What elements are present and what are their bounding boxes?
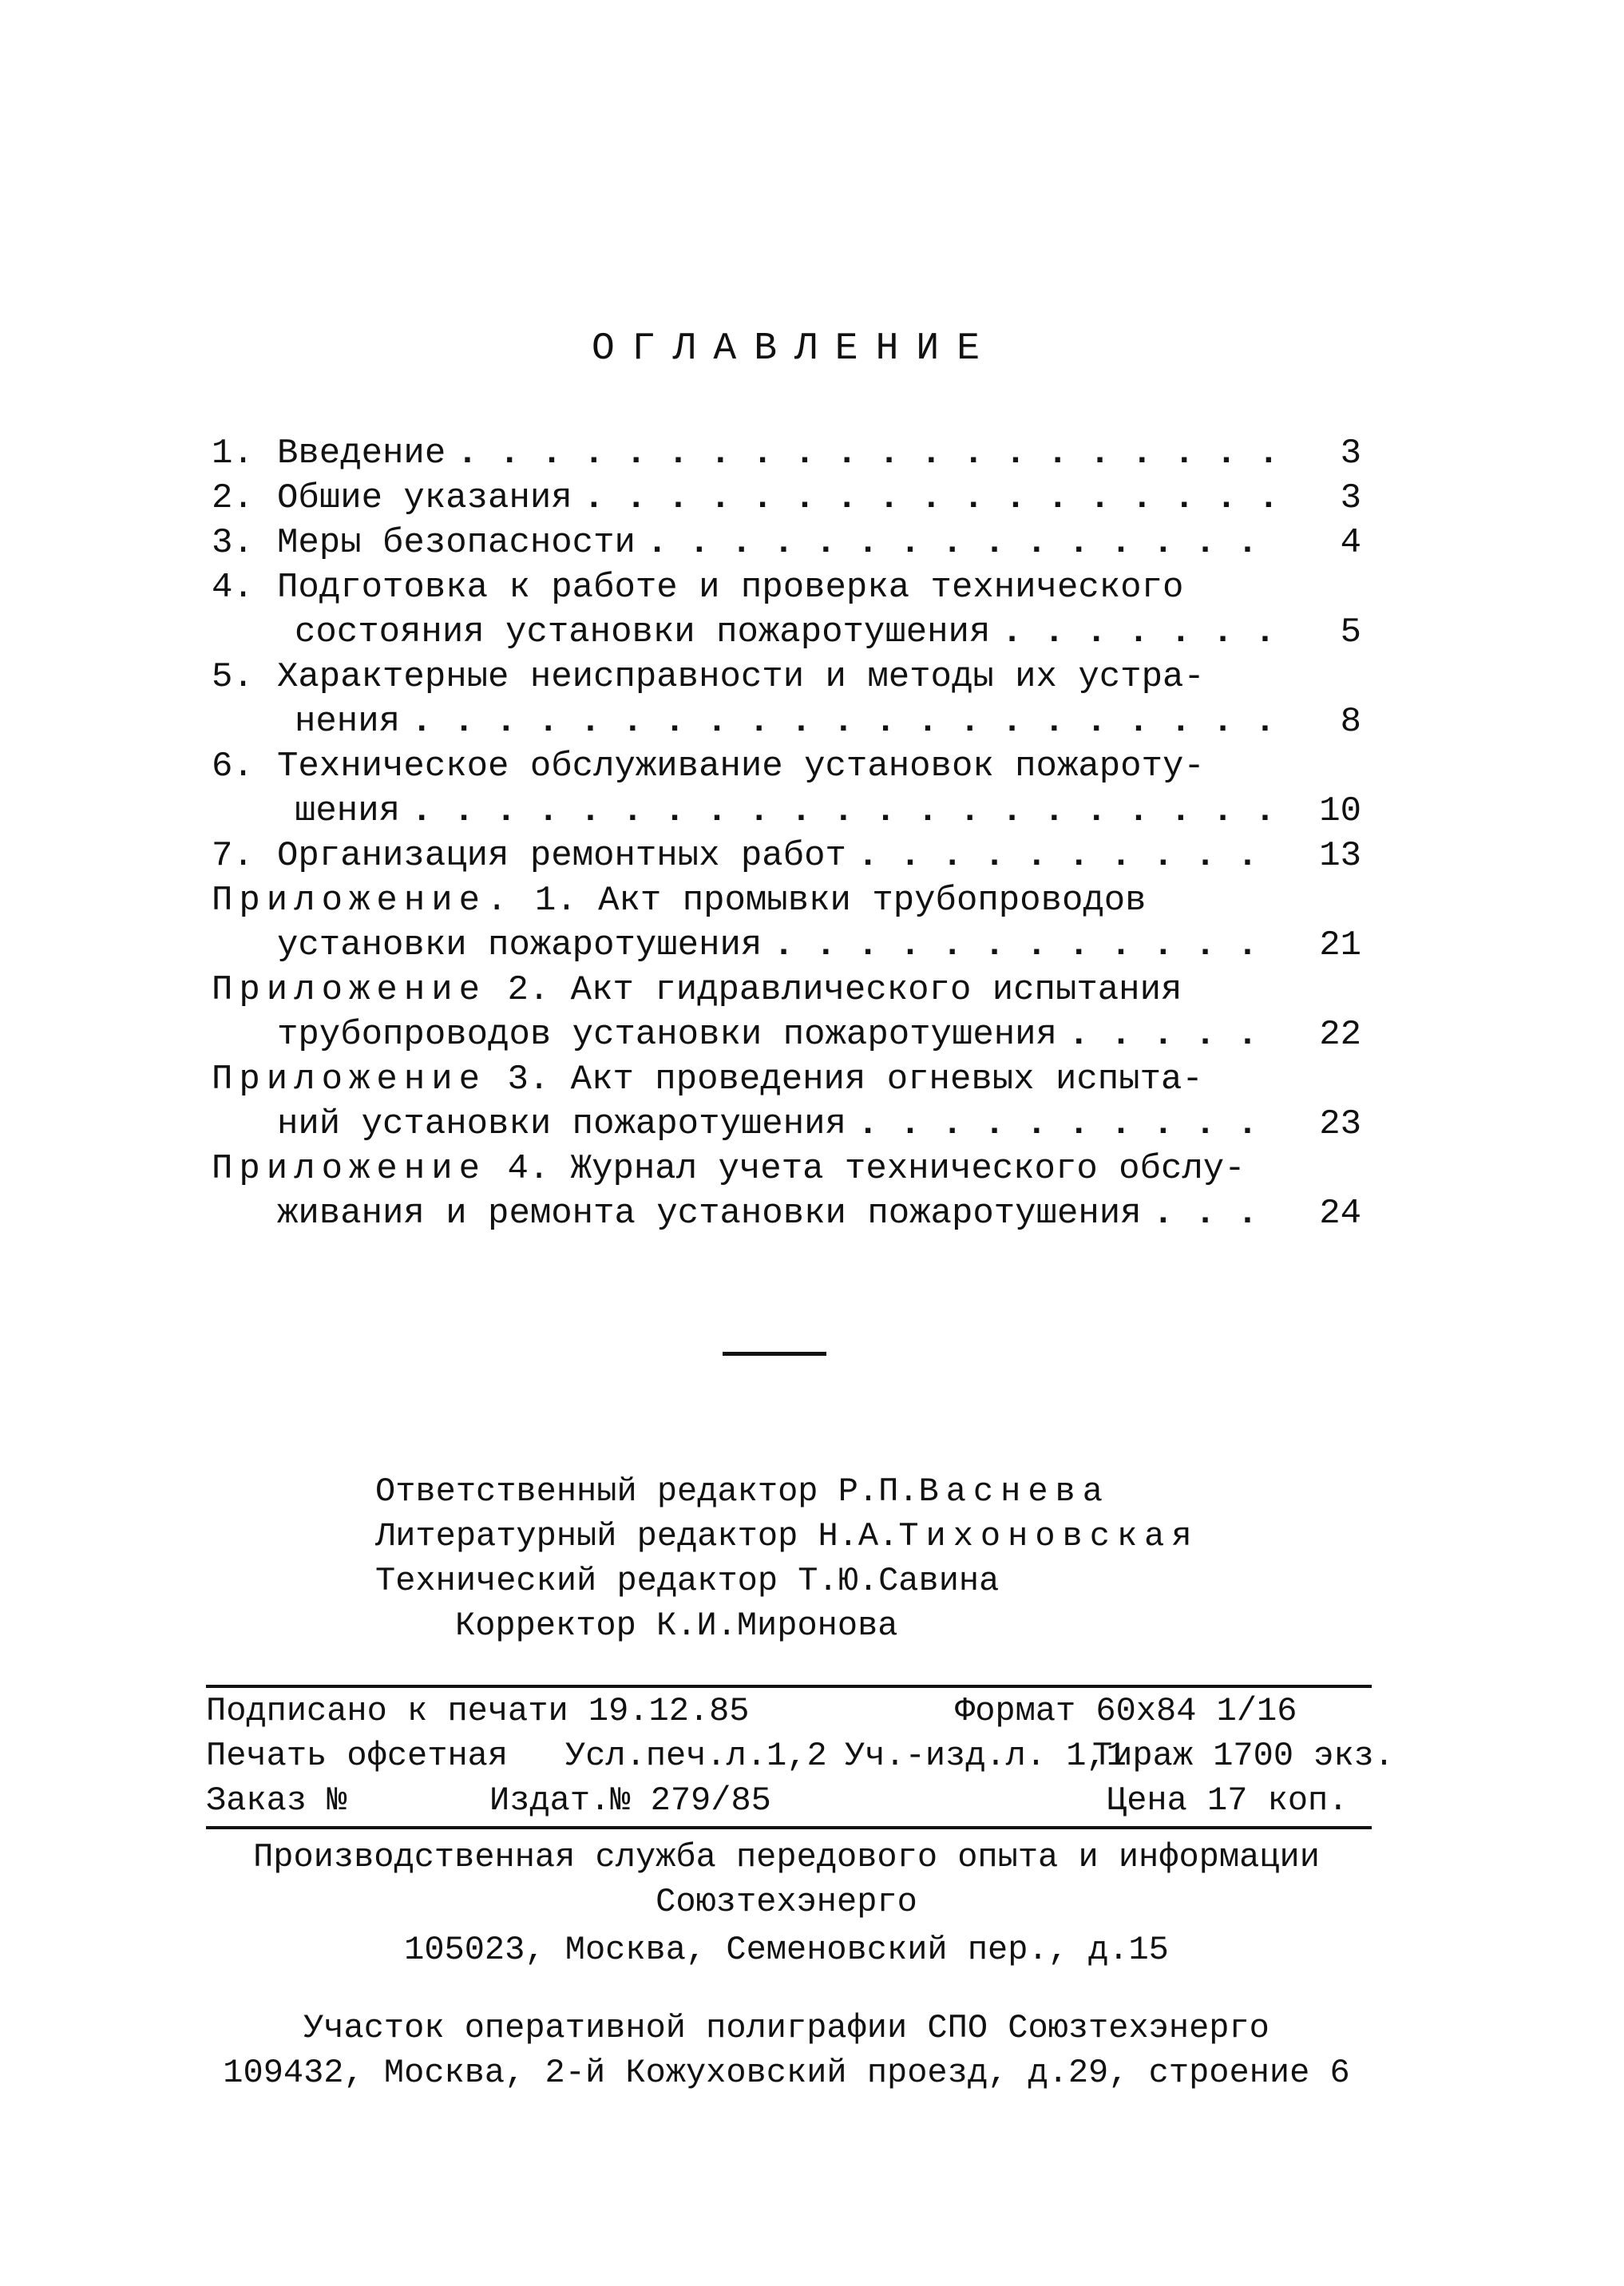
price: Цена 17 коп. — [1107, 1781, 1349, 1820]
printshop-block — [176, 2006, 1397, 2095]
toc-leader — [400, 699, 1273, 744]
toc-text-cont: ний установки пожаротушения — [277, 1104, 846, 1144]
publisher-address: 105023, Москва, Семеновский пер., д.15 — [404, 1931, 1169, 1969]
toc-text: Меры безопасности — [277, 523, 636, 563]
toc-entry-6-cont — [212, 789, 1361, 834]
appendix-label: Приложение — [212, 970, 487, 1010]
toc-appendix-2 — [212, 968, 1361, 1012]
toc-entry-5 — [212, 655, 1361, 699]
toc-num: 5. — [212, 657, 254, 697]
order-number: Заказ № — [206, 1781, 347, 1820]
appendix-label: Приложение — [212, 1060, 487, 1099]
toc-text-cont: состояния установки пожаротушения — [295, 612, 991, 652]
toc-entry-4 — [212, 565, 1361, 610]
publication-number: Издат.№ 279/85 — [489, 1781, 771, 1820]
toc-text-cont: трубопроводов установки пожаротушения — [277, 1015, 1057, 1055]
publishing-sheets: Уч.-изд.л. 1,1 — [845, 1737, 1127, 1775]
toc-entry-2 — [212, 476, 1361, 521]
toc-entry-4-cont — [212, 610, 1361, 655]
print-type: Печать офсетная — [206, 1737, 509, 1775]
toc-entry-6 — [212, 744, 1361, 789]
toc-leader — [1057, 1012, 1273, 1057]
credit-role: Ответственный редактор Р.П. — [375, 1472, 919, 1511]
publisher-block — [176, 1835, 1397, 1972]
printshop-address: 109432, Москва, 2-й Кожуховский проезд, д.29, строение 6 — [223, 2054, 1350, 2092]
imprint-top-rule — [206, 1685, 1372, 1688]
toc-text: 2. Акт гидравлического испытания — [507, 970, 1182, 1010]
toc-num: 2. — [212, 478, 254, 518]
toc-leader — [1142, 1191, 1273, 1236]
imprint-bottom-rule — [206, 1826, 1372, 1829]
page-title: ОГЛАВЛЕНИЕ — [591, 327, 998, 370]
toc-appendix-3-cont — [212, 1102, 1361, 1147]
toc-appendix-2-cont — [212, 1012, 1361, 1057]
toc-num: 6. — [212, 747, 254, 786]
toc-text: Подготовка к работе и проверка технического — [277, 568, 1184, 608]
toc-page: 3 — [1340, 434, 1361, 473]
credit-name: Тихоновская — [898, 1517, 1199, 1555]
toc-leader — [446, 431, 1273, 476]
imprint-row-3 — [206, 1778, 1380, 1823]
toc-appendix-3 — [212, 1057, 1361, 1102]
toc-text: Техническое обслуживание установок пожароту- — [277, 747, 1205, 786]
toc-appendix-4 — [212, 1147, 1361, 1191]
section-divider — [723, 1352, 826, 1356]
toc-page: 23 — [1319, 1104, 1361, 1144]
table-of-contents — [212, 431, 1361, 1236]
toc-leader — [846, 1102, 1273, 1147]
credit-name: Васнева — [918, 1472, 1110, 1511]
toc-page: 5 — [1340, 612, 1361, 652]
toc-page: 22 — [1319, 1015, 1361, 1055]
toc-entry-7 — [212, 834, 1361, 878]
toc-num: 1. — [212, 434, 254, 473]
imprint-row-2 — [206, 1733, 1395, 1778]
toc-text: Характерные неисправности и методы их устра- — [277, 657, 1205, 697]
paper-format: Формат 60x84 1/16 — [955, 1692, 1297, 1730]
toc-leader — [636, 521, 1273, 565]
toc-leader — [990, 610, 1273, 655]
toc-text: 4. Журнал учета технического обслу- — [507, 1149, 1246, 1189]
appendix-label: Приложение — [212, 1149, 487, 1189]
toc-text-cont: нения — [295, 702, 401, 742]
toc-text: Введение — [277, 434, 446, 473]
toc-num: 7. — [212, 836, 254, 876]
toc-appendix-4-cont — [212, 1191, 1361, 1236]
toc-appendix-1-cont — [212, 923, 1361, 968]
toc-num: 3. — [212, 523, 254, 563]
toc-leader — [846, 834, 1273, 878]
toc-text-cont: живания и ремонта установки пожаротушения — [277, 1194, 1142, 1234]
appendix-label: Приложение. — [212, 881, 514, 921]
printshop-name: Участок оперативной полиграфии СПО Союзтехэнерго — [303, 2009, 1269, 2047]
publisher-name: Производственная служба передового опыта и информации — [253, 1838, 1320, 1876]
toc-page: 4 — [1340, 523, 1361, 563]
imprint-block — [206, 1689, 1395, 1823]
credit-responsible-editor — [375, 1469, 1199, 1514]
toc-entry-1 — [212, 431, 1361, 476]
toc-leader — [400, 789, 1273, 834]
toc-text-cont: шения — [295, 791, 401, 831]
editorial-credits — [375, 1469, 1199, 1648]
imprint-row-1 — [206, 1689, 1380, 1733]
toc-page: 13 — [1319, 836, 1361, 876]
toc-page: 21 — [1319, 925, 1361, 965]
toc-text: Организация ремонтных работ — [277, 836, 846, 876]
toc-appendix-1 — [212, 878, 1361, 923]
toc-page: 10 — [1319, 791, 1361, 831]
credit-technical-editor: Технический редактор Т.Ю.Савина — [375, 1562, 1000, 1600]
toc-page: 3 — [1340, 478, 1361, 518]
toc-text: 1. Акт промывки трубопроводов — [534, 881, 1147, 921]
print-run: Тираж 1700 экз. — [1092, 1737, 1395, 1775]
toc-num: 4. — [212, 568, 254, 608]
credit-proofreader: Корректор К.И.Миронова — [455, 1607, 898, 1645]
toc-page: 24 — [1319, 1194, 1361, 1234]
signed-to-print: Подписано к печати 19.12.85 — [206, 1692, 750, 1730]
conventional-sheets: Усл.печ.л.1,2 — [565, 1737, 827, 1775]
toc-leader — [762, 923, 1273, 968]
toc-page: 8 — [1340, 702, 1361, 742]
publisher-org: Союзтехэнерго — [656, 1883, 917, 1921]
toc-leader — [572, 476, 1273, 521]
credit-role: Литературный редактор Н.А. — [375, 1517, 899, 1555]
toc-entry-5-cont — [212, 699, 1361, 744]
toc-text: 3. Акт проведения огневых испыта- — [507, 1060, 1203, 1099]
toc-entry-3 — [212, 521, 1361, 565]
credit-literary-editor — [375, 1514, 1199, 1559]
toc-text: Обшие указания — [277, 478, 572, 518]
toc-text-cont: установки пожаротушения — [277, 925, 762, 965]
